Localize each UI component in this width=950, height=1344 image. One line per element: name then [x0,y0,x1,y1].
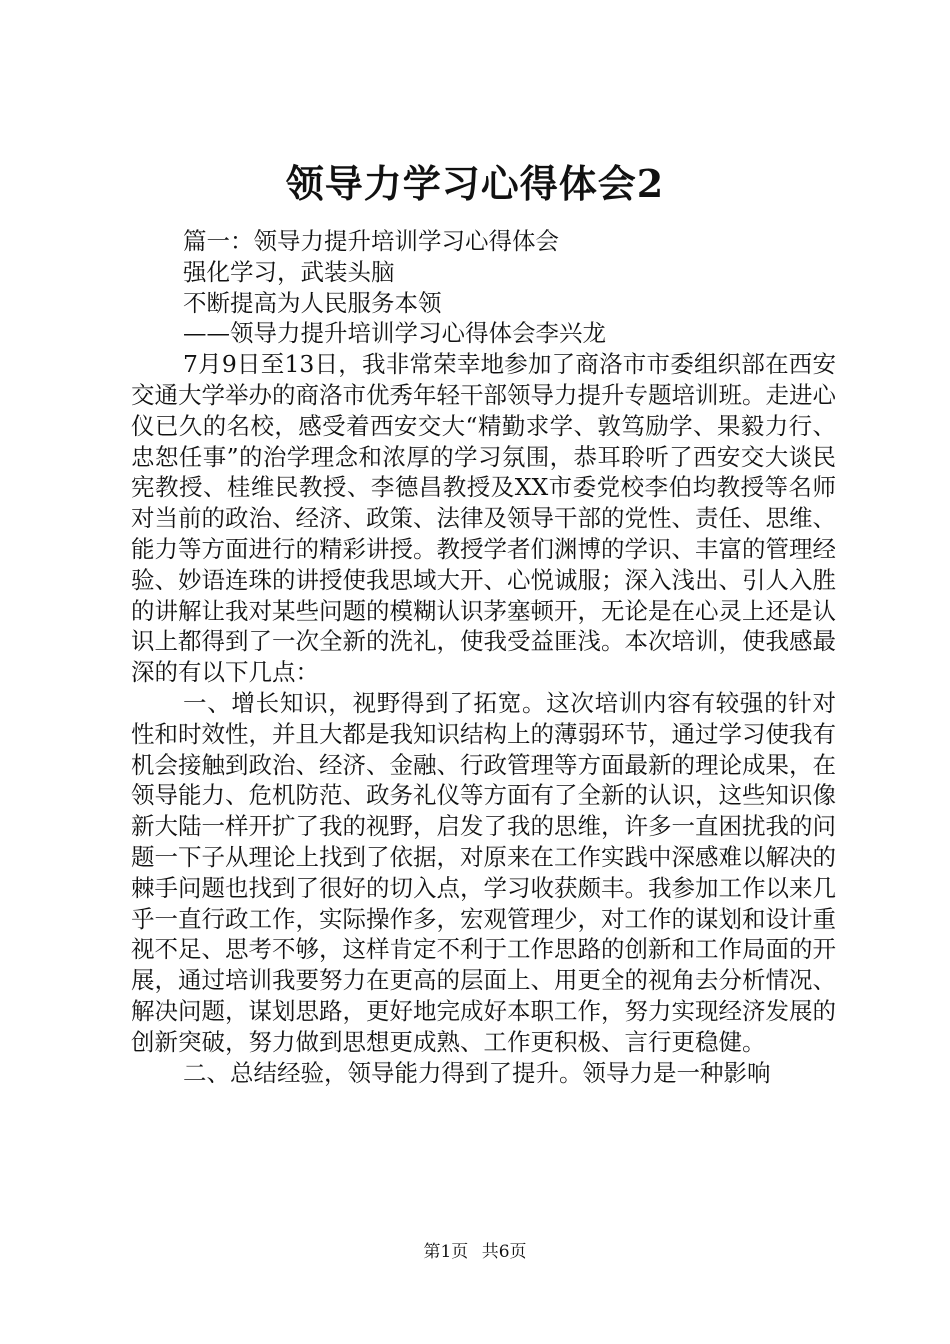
page-total: 共6页 [481,1242,527,1262]
body-paragraph: 一、增长知识，视野得到了拓宽。这次培训内容有较强的针对性和时效性，并且大都是我知识结构上的薄弱环节，通过学习使我有机会接触到政治、经济、金融、行政管理等方面最新的理论成果，在领导能力、危机防范、政务礼仪等方面有了全新的认识，这些知识像新大陆一样开扩了我的视野，启发了我的思维，许多一直困扰我的问题一下子从理论上找到了依据，对原来在工作实践中深感难以解决的棘手问题也找到了很好的切入点，学习收获颇丰。我参加工作以来几乎一直行政工作，实际操作多，宏观管理少，对工作的谋划和设计重视不足、思考不够，这样肯定不利于工作思路的创新和工作局面的开展，通过培训我要努力在更高的层面上、用更全的视角去分析情况、解决问题，谋划思路，更好地完成好本职工作，努力实现经济发展的创新突破，努力做到思想更成熟、工作更积极、言行更稳健。 [131,688,836,1056]
document-body [131,226,836,1088]
author-line: ——领导力提升培训学习心得体会李兴龙 [183,319,606,348]
subtitle-line: 不断提高为人民服务本领 [183,288,442,317]
page-footer [0,1240,950,1264]
body-paragraph: 二、总结经验，领导能力得到了提升。领导力是一种影响 [183,1058,771,1087]
page-number: 第1页 [423,1242,469,1262]
section-heading: 篇一：领导力提升培训学习心得体会 [183,227,559,255]
document-title: 领导力学习心得体会2 [285,161,665,206]
subtitle-line: 强化学习，武装头脑 [183,257,395,286]
body-paragraph: 7月9日至13日，我非常荣幸地参加了商洛市市委组织部在西安交通大学举办的商洛市优秀年轻干部领导力提升专题培训班。走进心仪已久的名校，感受着西安交大“精勤求学、敦笃励学、果毅力行、忠恕任事”的治学理念和浓厚的学习氛围，恭耳聆听了西安交大谈民宪教授、桂维民教授、李德昌教授及XX市委党校李伯均教授等名师对当前的政治、经济、政策、法律及领导干部的党性、责任、思维、能力等方面进行的精彩讲授。教授学者们渊博的学识、丰富的管理经验、妙语连珠的讲授使我思域大开、心悦诚服；深入浅出、引人入胜的讲解让我对某些问题的模糊认识茅塞顿开，无论是在心灵上还是认识上都得到了一次全新的洗礼，使我受益匪浅。本次培训，使我感最深的有以下几点： [131,350,836,687]
